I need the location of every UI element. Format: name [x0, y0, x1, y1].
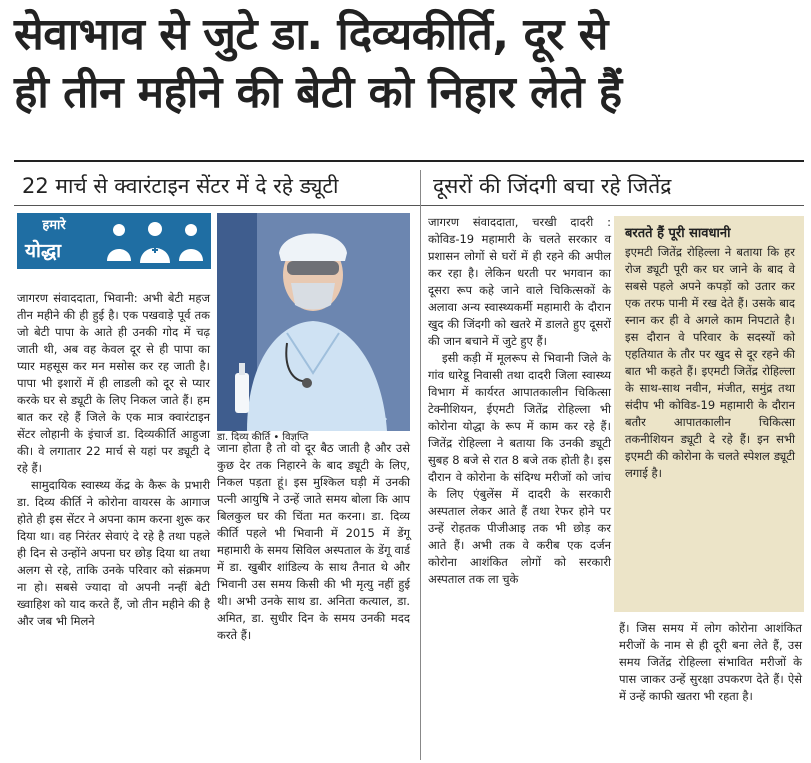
story-divider	[420, 170, 421, 760]
paragraph: हैं। जिस समय में लोग कोरोना आशंकित मरीजों के नाम से ही दूरी बना लेते हैं, उस समय जितेंद्र रोहिल्ला संभावित मरीजों के पास जाकर उन्हें सुरक्षा उपकरण देते हैं। ऐसे में उन्हें काफी खतरा भी रहता है।	[619, 621, 802, 703]
subhead-rule	[14, 205, 804, 206]
sidebox-heading: बरतते हैं पूरी सावधानी	[625, 226, 731, 241]
paragraph: इसी कड़ी में मूलरूप से भिवानी जिले के गांव धारेडू निवासी तथा दादरी जिला स्वास्थ्य विभाग में कार्यरत आपातकालीन चिकित्सा टेक्नीशियन, ईएमटी जितेंद्र रोहिल्ला भी कोरोना योद्धा के रूप में काम कर रहे हैं। जितेंद्र रोहिल्ला ने बताया कि उनकी ड्यूटी सुबह 8 बजे से रात 8 बजे तक होती है। इस दौरान वे कोरोना के संदिग्ध मरीजों को जांच के लिए एंबुलेंस में दादरी के सरकारी अस्पताल लेकर आते हैं तथा रेफर होने पर उन्हें रोहतक पीजीआइ तक भी छोड़ कर आते हैं। अभी तक वे करीब एक दर्जन कोरोना आशंकित लोगों को सरकारी अस्पताल तक ला चुके	[428, 351, 611, 586]
sidebox-body	[625, 244, 795, 482]
left-story-col2	[217, 440, 410, 644]
badge-top-label: हमारे	[23, 216, 85, 236]
headline-rule	[14, 160, 804, 162]
paragraph: इएमटी जितेंद्र रोहिल्ला ने बताया कि हर रोज ड्यूटी पूरी कर घर जाने के बाद वे सबसे पहले अपने कपड़ों को उतार कर एक तरफ पानी में रख देते हैं। उसके बाद स्नान कर ही वे अगले काम निपटाते है। इस दौरान वे परिवार के सदस्यों को एहतियात के तौर पर खुद से दूर रहने की बात भी कहते हैं। इएमटी जितेंद्र रोहिल्ला के साथ-साथ नवीन, मंजीत, समुंद्र तथा संदीप भी कोविड-19 महामारी के दौरान बतौर आपातकालीन चिकित्सा तकनीशियन ड्यूटी दे रहे हैं। इन सभी इएमटी की कोरोना के चलते स्पेशल ड्यूटी लगाई है।	[625, 245, 795, 480]
doctor-photo	[217, 213, 410, 431]
paragraph: सामुदायिक स्वास्थ्य केंद्र के कैरू के प्रभारी डा. दिव्य कीर्ति ने कोरोना वायरस के आगाज होते ही इस सेंटर ने अपना काम करना शुरू कर दिया था। वह निरंतर सेवाएं दे रहे है तथा पहले ही दिन से उन्होंने अपना घर छोड़ दिया था तथा अलग से रहे, ताकि उनके परिवार को संक्रमण ना हो। सबसे ज्यादा वो अपनी नन्हीं बेटी ख्वाहिश को याद करते हैं, जो तीन महीने की है और जब भी मिलने	[17, 478, 210, 628]
paragraph: जागरण संवाददाता, भिवानी: अभी बेटी महज तीन महीने की ही हुई है। एक पखवाड़े पूर्व तक जो बेटी पापा के आते ही उनकी गोद में चढ़ जाती थी, अब वह केवल दूर से ही पापा का प्यार महसूस कर मन मसोस कर रह जाती है। पापा भी इशारों में ही लाडली को दूर से प्यार करके घर से ड्यूटी के लिए निकल जाते हैं। हम बात कर रहे हैं जिले के एक मात्र क्वारंटाइन सेंटर लोहानी के इंचार्ज डा. दिव्यकीर्ति आहुजा की। वे लगातार 22 मार्च से यहां पर ड्यूटी दे रहे हैं।	[17, 291, 210, 475]
headline-line1: सेवाभाव से जुटे डा. दिव्यकीर्ति, दूर से	[14, 9, 608, 60]
right-story-col3	[428, 214, 611, 588]
headline	[14, 6, 804, 122]
paragraph: जागरण संवाददाता, चरखी दादरी : कोविड-19 महामारी के चलते सरकार व प्रशासन लोगों से घरों में ही रहने की अपील कर रहा है। लेकिन धरती पर भगवान का दूसरा रूप कहे जाने वाले चिकित्सकों के अलावा अन्य स्वास्थ्यकर्मी महामारी के दौरान खुद की जिंदगी को खतरे में डालते हुए दूसरों की जान बचाने में जुटे हुए हैं।	[428, 215, 611, 348]
right-story-col4	[619, 620, 802, 705]
left-subhead: 22 मार्च से क्वारंटाइन सेंटर में दे रहे ड्यूटी	[22, 174, 339, 198]
left-story-col1	[17, 290, 210, 630]
doctor-in-ppe-image	[217, 213, 410, 431]
badge-label: योद्धा	[25, 240, 62, 262]
doctors-group-icon	[103, 221, 207, 265]
hamare-yoddha-badge	[17, 213, 211, 269]
photo-caption: डा. दिव्य कीर्ति • विज्ञप्ति	[217, 432, 309, 443]
right-subhead: दूसरों की जिंदगी बचा रहे जितेंद्र	[433, 174, 672, 198]
paragraph: जाना होता है तो वो दूर बैठ जाती है और उसे कुछ देर तक निहारने के बाद ड्यूटी के लिए, निकल पड़ता हूं। इस मुश्किल घड़ी में उनकी पत्नी आयुषि ने उन्हें जाते समय बोला कि आप बिलकुल घर की चिंता मत करना। डा. दिव्य कीर्ति पहले भी भिवानी में 2015 में डेंगू महामारी के समय सिविल अस्पताल के डेंगू वार्ड में डा. खुबीर शांडिल्य के साथ तैनात थे और भिवानी उस समय किसी की भी मृत्यु नहीं हुई थी। अभी उनके साथ डा. अनिता कत्याल, डा. अमित, डा. सुधीर दिन के समय उनकी मदद करते हैं।	[217, 441, 410, 642]
headline-line2: ही तीन महीने की बेटी को निहार लेते हैं	[14, 67, 622, 118]
